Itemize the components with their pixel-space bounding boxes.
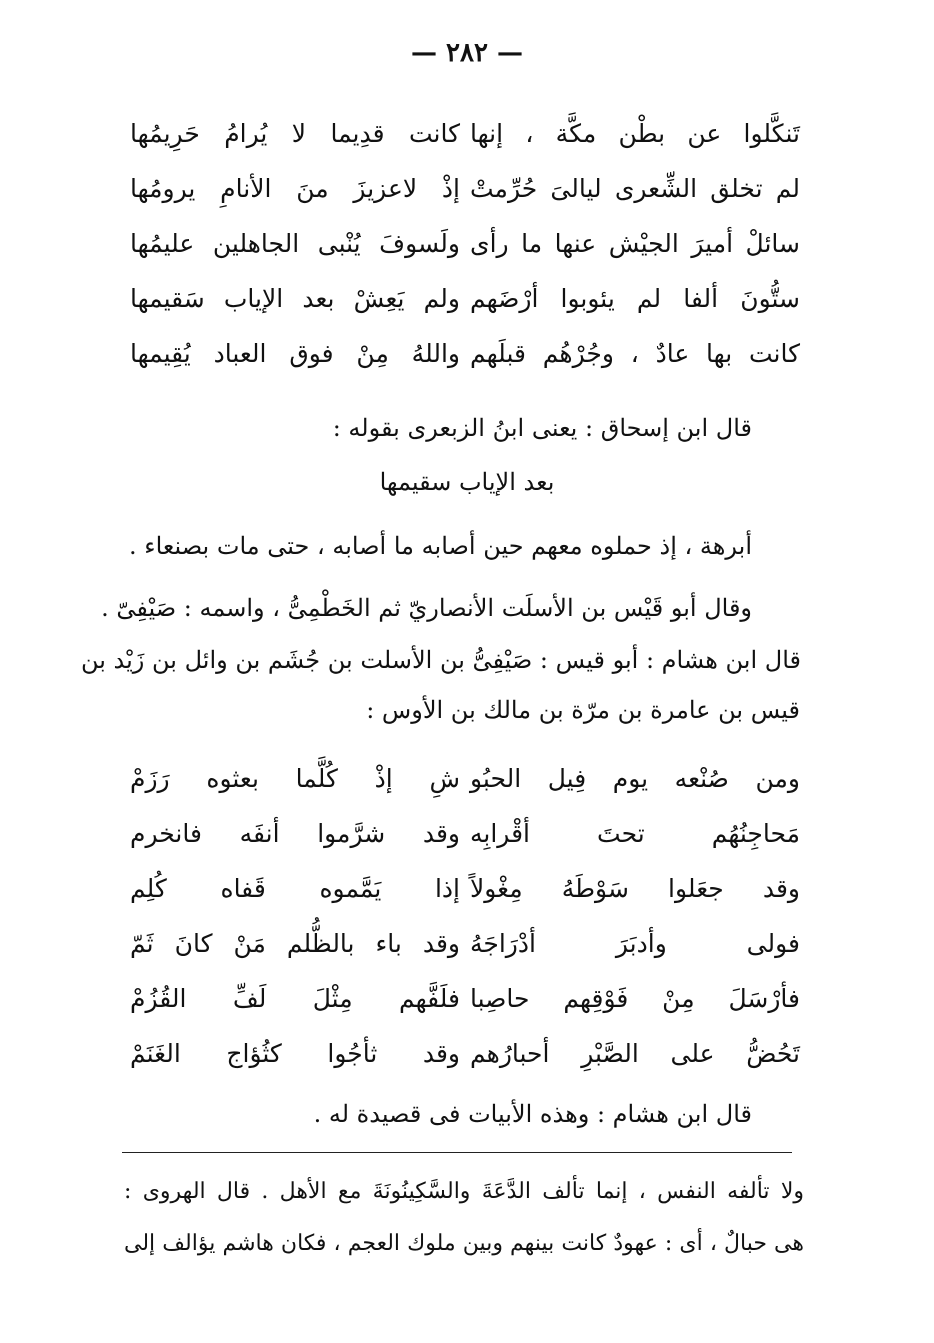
verse-first-hemistich: تَحُضُّ على الصَّبْرِ أحبارُهم bbox=[470, 1039, 800, 1068]
verse-second-hemistich: شِ إذْ كُلَّما بعثوه رَزَمْ bbox=[130, 764, 460, 793]
verse-first-hemistich: تَنكَّلوا عن بطْن مكَّة ، إنها bbox=[470, 119, 800, 148]
verse-first-hemistich: ومن صُنْعه يوم فِيل الحبُو bbox=[470, 764, 800, 793]
verse-first-hemistich: لم تخلق الشِّعرى ليالىَ حُرِّمتْ bbox=[470, 174, 800, 203]
verse-first-hemistich: فأرْسَلَ مِنْ فَوْقِهم حاصِبا bbox=[470, 984, 800, 1013]
verse-second-hemistich: وقد باء بالظُّلم مَنْ كانَ ثَمّ bbox=[130, 929, 460, 958]
verse-first-hemistich: وقد جعَلوا سَوْطَهُ مِغْولاً bbox=[470, 874, 800, 903]
verse-second-hemistich: فلَفَّهم مِثْلَ لَفِّ القُزُمْ bbox=[130, 984, 460, 1013]
paragraph: أبرهة ، إذ حملوه معهم حين أصابه ما أصابه ، حتى مات بصنعاء . bbox=[129, 532, 752, 560]
footnote-line: هى حبالٌ ، أى : عهودٌ كانت بينهم وبين ملوك العجم ، فكان هاشم يؤالف إلى bbox=[124, 1231, 804, 1256]
verse-line bbox=[130, 753, 800, 805]
verse-second-hemistich: وقد شرَّموا أنفَه فانخرم bbox=[130, 819, 460, 848]
verse-first-hemistich: سائلْ أميرَ الجيْش عنها ما رأى bbox=[470, 229, 800, 258]
verse-line bbox=[130, 918, 800, 970]
verse-line bbox=[130, 1028, 800, 1080]
verse-line bbox=[130, 218, 800, 270]
quoted-phrase: بعد الإياب سقيمها bbox=[379, 468, 555, 496]
footnote-line: ولا تألفه النفس ، إنما تألف الدَّعَةَ والسَّكِينُونَةَ مع الأهل . قال الهروى : bbox=[124, 1179, 804, 1204]
verse-line bbox=[130, 328, 800, 380]
verse-line bbox=[130, 808, 800, 860]
verse-second-hemistich: كانت قدِيما لا يُرامُ حَرِيمُها bbox=[130, 119, 460, 148]
verse-line bbox=[130, 273, 800, 325]
page-number: — ٢٨٢ — bbox=[410, 38, 524, 68]
verse-line bbox=[130, 973, 800, 1025]
paragraph-line: قيس بن عامرة بن مرّة بن مالك بن الأوس : bbox=[366, 696, 800, 724]
verse-second-hemistich: ولَسوفَ يُنْبى الجاهلين عليمُها bbox=[130, 229, 460, 258]
paragraph: قال ابن هشام : وهذه الأبيات فى قصيدة له . bbox=[313, 1100, 752, 1128]
verse-line bbox=[130, 108, 800, 160]
verse-line bbox=[130, 863, 800, 915]
verse-second-hemistich: وقد ثأجُوا كثُؤاج الغَنَمْ bbox=[130, 1039, 460, 1068]
paragraph-line: قال ابن هشام : أبو قيس : صَيْفِىُّ بن الأسلت بن جُشَم بن وائل بن زَيْد بن bbox=[80, 646, 801, 674]
verse-first-hemistich: كانت بها عادٌ ، وجُرْهُم قبلَهم bbox=[470, 339, 800, 368]
verse-first-hemistich: فولى وأدبَرَ أدْرَاجَهُ bbox=[470, 929, 800, 958]
verse-second-hemistich: ولم يَعِشْ بعد الإياب سَقيمها bbox=[130, 284, 460, 313]
verse-first-hemistich: مَحاجِنُهُم تحتَ أقْرابِه bbox=[470, 819, 800, 848]
paragraph: قال ابن إسحاق : يعنى ابنُ الزبعرى بقوله : bbox=[332, 414, 752, 442]
verse-second-hemistich: واللهُ مِنْ فوق العباد يُقِيمها bbox=[130, 339, 460, 368]
verse-first-hemistich: ستُّونَ ألفا لم يئوبوا أرْضَهم bbox=[470, 284, 800, 313]
verse-line bbox=[130, 163, 800, 215]
verse-second-hemistich: إذا يَمَّموه قَفاه كُلِم bbox=[130, 874, 460, 903]
paragraph: وقال أبو قَيْس بن الأسلَت الأنصاريّ ثم الخَطْمِىُّ ، واسمه : صَيْفِىّ . bbox=[101, 594, 752, 622]
verse-second-hemistich: إذْ لاعزيزَ منَ الأنامِ يرومُها bbox=[130, 174, 460, 203]
footnote-divider bbox=[122, 1152, 792, 1153]
